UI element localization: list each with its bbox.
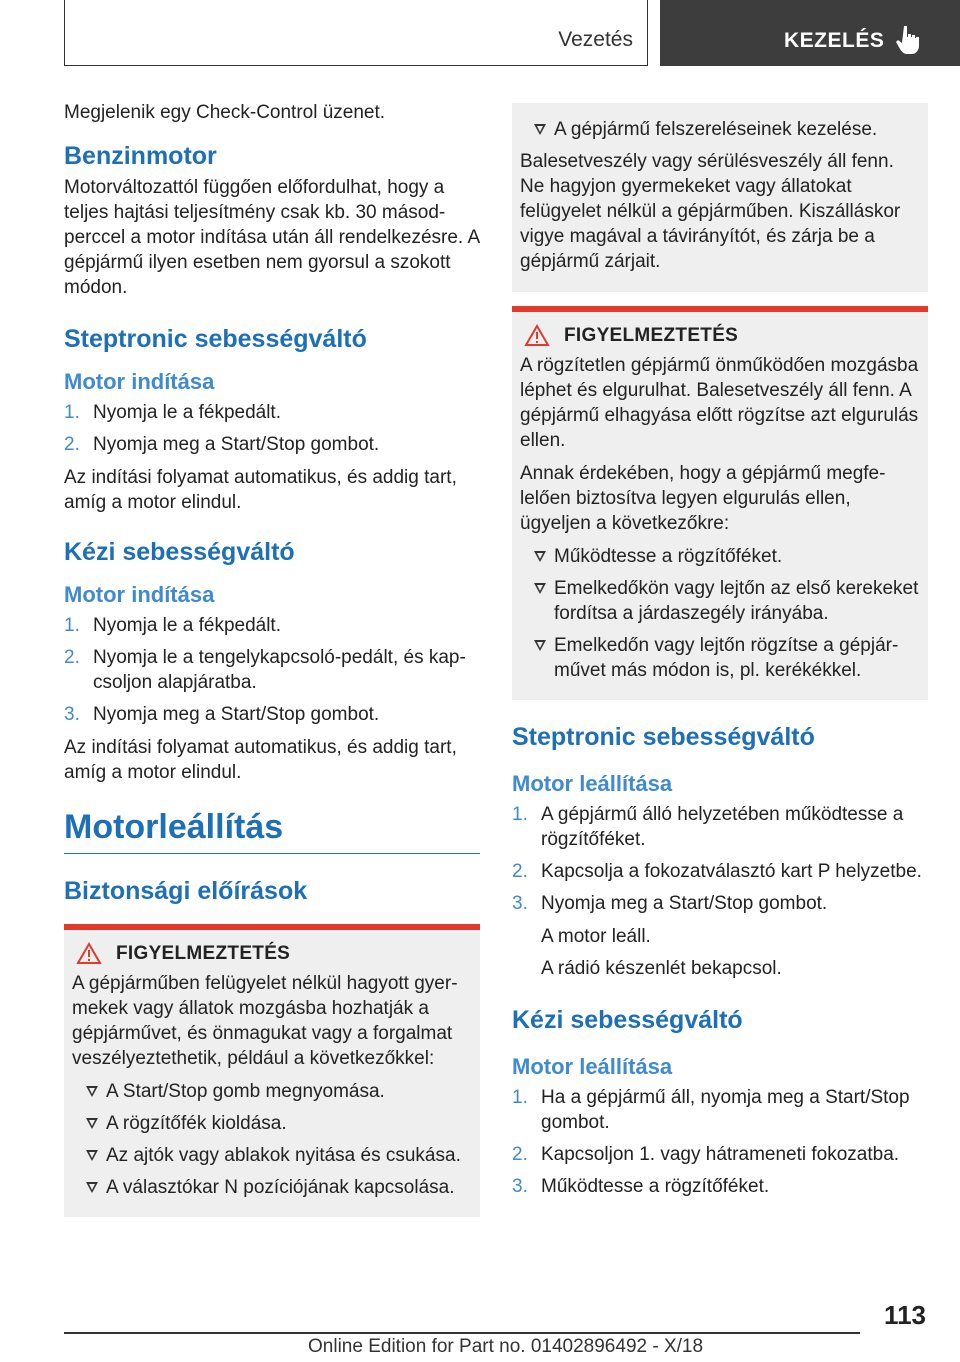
list-item: 3. Működtesse a rögzítőféket. [512, 1176, 770, 1197]
warning-label: FIGYELMEZTETÉS [116, 942, 291, 964]
list-item: A gépjármű felszereléseinek kezelése. [520, 117, 920, 142]
header-section-tab [64, 0, 648, 66]
warning-triangle-icon [524, 324, 550, 347]
bullet-triangle-icon [86, 1086, 98, 1097]
bullet-triangle-icon [86, 1118, 98, 1129]
warning-text-1: A rögzítetlen gépjármű önműködően mozgásba léphet és elgurulhat. Balesetveszély áll fenn. A gépjármű elhagyása előtt rögzítse azt elgurulás ellen. [520, 355, 919, 451]
manual-start-note: Az indítási folyamat automatikus, és addig tart, amíg a motor elindul. [64, 737, 457, 783]
footer-divider [64, 1332, 860, 1334]
steptronic-start-heading: Steptronic sebességváltó [64, 325, 367, 353]
benzin-text: Motorváltozattól függően előfordulhat, hogy a teljes hajtási teljesítmény csak kb. 30 másodperccel a motor indítása után áll rendelkezésre. A gépjármű ilyen esetben nem gyorsul a szokott módon. [64, 177, 480, 298]
steptronic-stop-steps [512, 802, 928, 916]
pointing-hand-icon [895, 24, 921, 56]
list-item: Emelkedőkön vagy lejtőn az első kerekeket fordítsa a járdaszegély irányába. [520, 576, 920, 626]
right-column [512, 103, 928, 1207]
safety-heading: Biztonsági előírások [64, 877, 308, 905]
list-item: Működtesse a rögzítőféket. [520, 544, 920, 569]
list-item: 2. Nyomja meg a Start/Stop gombot. [64, 434, 380, 455]
list-item: 1. Nyomja le a fékpedált. [64, 615, 281, 636]
bullet-triangle-icon [86, 1182, 98, 1193]
list-item: 1. A gépjármű álló helyzetében működtesse a rögzítőféket. [512, 804, 904, 850]
warning-triangle-icon [76, 942, 102, 965]
steptronic-stop-subheading: Motor leállítása [512, 771, 673, 796]
footer-edition: Online Edition for Part no. 01402896492 - X/18 [308, 1336, 704, 1357]
warning-bullets [520, 544, 920, 683]
list-item: Emelkedőn vagy lejtőn rögzítse a gépjárművet más módon is, pl. kerékékkel. [520, 633, 920, 683]
benzin-heading: Benzinmotor [64, 142, 217, 170]
page-number: 113 [884, 1300, 926, 1330]
list-item: 3. Nyomja meg a Start/Stop gombot. [512, 893, 828, 914]
list-item: 2. Kapcsoljon 1. vagy hátrameneti fokozatba. [512, 1144, 900, 1165]
list-item: Az ajtók vagy ablakok nyitása és csukása. [72, 1143, 472, 1168]
stop-heading: Motorleállítás [64, 808, 284, 846]
warning-text: A gépjárműben felügyelet nélkül hagyott gyermekek vagy állatok mozgásba hozhatják a gépjárművet, és önmagukat vagy a forgalmat veszélyeztethetik, például a következőkkel: [72, 973, 458, 1069]
steptronic-stop-heading: Steptronic sebességváltó [512, 723, 815, 751]
header-chapter-title: KEZELÉS [784, 29, 885, 52]
warning-box-right [512, 306, 928, 700]
list-item: 2. Nyomja le a tengelykapcsoló-pedált, és kapcsoljon alapjáratba. [64, 647, 466, 693]
bullet-triangle-icon [534, 124, 546, 135]
bullet-triangle-icon [534, 551, 546, 562]
header-section-title: Vezetés [558, 28, 633, 51]
manual-stop-subheading: Motor leállítása [512, 1054, 673, 1079]
manual-stop-heading: Kézi sebességváltó [512, 1006, 743, 1034]
warning-label: FIGYELMEZTETÉS [564, 324, 739, 346]
warning-box-left [64, 924, 480, 1217]
manual-start-heading: Kézi sebességváltó [64, 538, 295, 566]
list-item: A rögzítőfék kioldása. [72, 1111, 472, 1136]
list-item: A választókar N pozíciójának kapcsolása. [72, 1175, 472, 1200]
continued-warning-box [512, 103, 928, 292]
list-item: 1. Nyomja le a fékpedált. [64, 402, 281, 423]
manual-stop-steps [512, 1085, 928, 1199]
steptronic-stop-result-2: A rádió készenlét bekapcsol. [541, 958, 782, 979]
intro-text: Megjelenik egy Check-Control üzenet. [64, 102, 386, 123]
steptronic-start-subheading: Motor indítása [64, 369, 215, 394]
list-item: 3. Nyomja meg a Start/Stop gombot. [64, 704, 380, 725]
manual-start-subheading: Motor indítása [64, 582, 215, 607]
steptronic-start-steps [64, 400, 480, 457]
warning-bullets [72, 1079, 472, 1200]
stop-heading-block [64, 807, 480, 854]
bullet-triangle-icon [534, 640, 546, 651]
list-item: 2. Kapcsolja a fokozatválasztó kart P helyzetbe. [512, 861, 922, 882]
list-item: 1. Ha a gépjármű áll, nyomja meg a Start/Stop gombot. [512, 1087, 910, 1133]
header-chapter-tab [660, 0, 960, 66]
steptronic-stop-result-1: A motor leáll. [541, 926, 651, 947]
warning-text-2: Annak érdekében, hogy a gépjármű megfelelően biztosítva legyen elgurulás ellen, ügyeljen a következőkre: [520, 463, 886, 534]
list-item: A Start/Stop gomb megnyomása. [72, 1079, 472, 1104]
manual-start-steps [64, 613, 480, 727]
left-column [64, 100, 480, 1217]
bullet-triangle-icon [534, 583, 546, 594]
steptronic-start-note: Az indítási folyamat automatikus, és addig tart, amíg a motor elindul. [64, 467, 457, 513]
bullet-triangle-icon [86, 1150, 98, 1161]
continued-warning-text: Balesetveszély vagy sérülésveszély áll fenn. Ne hagyjon gyermekeket vagy állatokat felügyelet nélkül a gépjárműben. Kiszálláskor vigye magával a távirányítót, és zárja be a gépjármű zárjait. [520, 151, 901, 272]
